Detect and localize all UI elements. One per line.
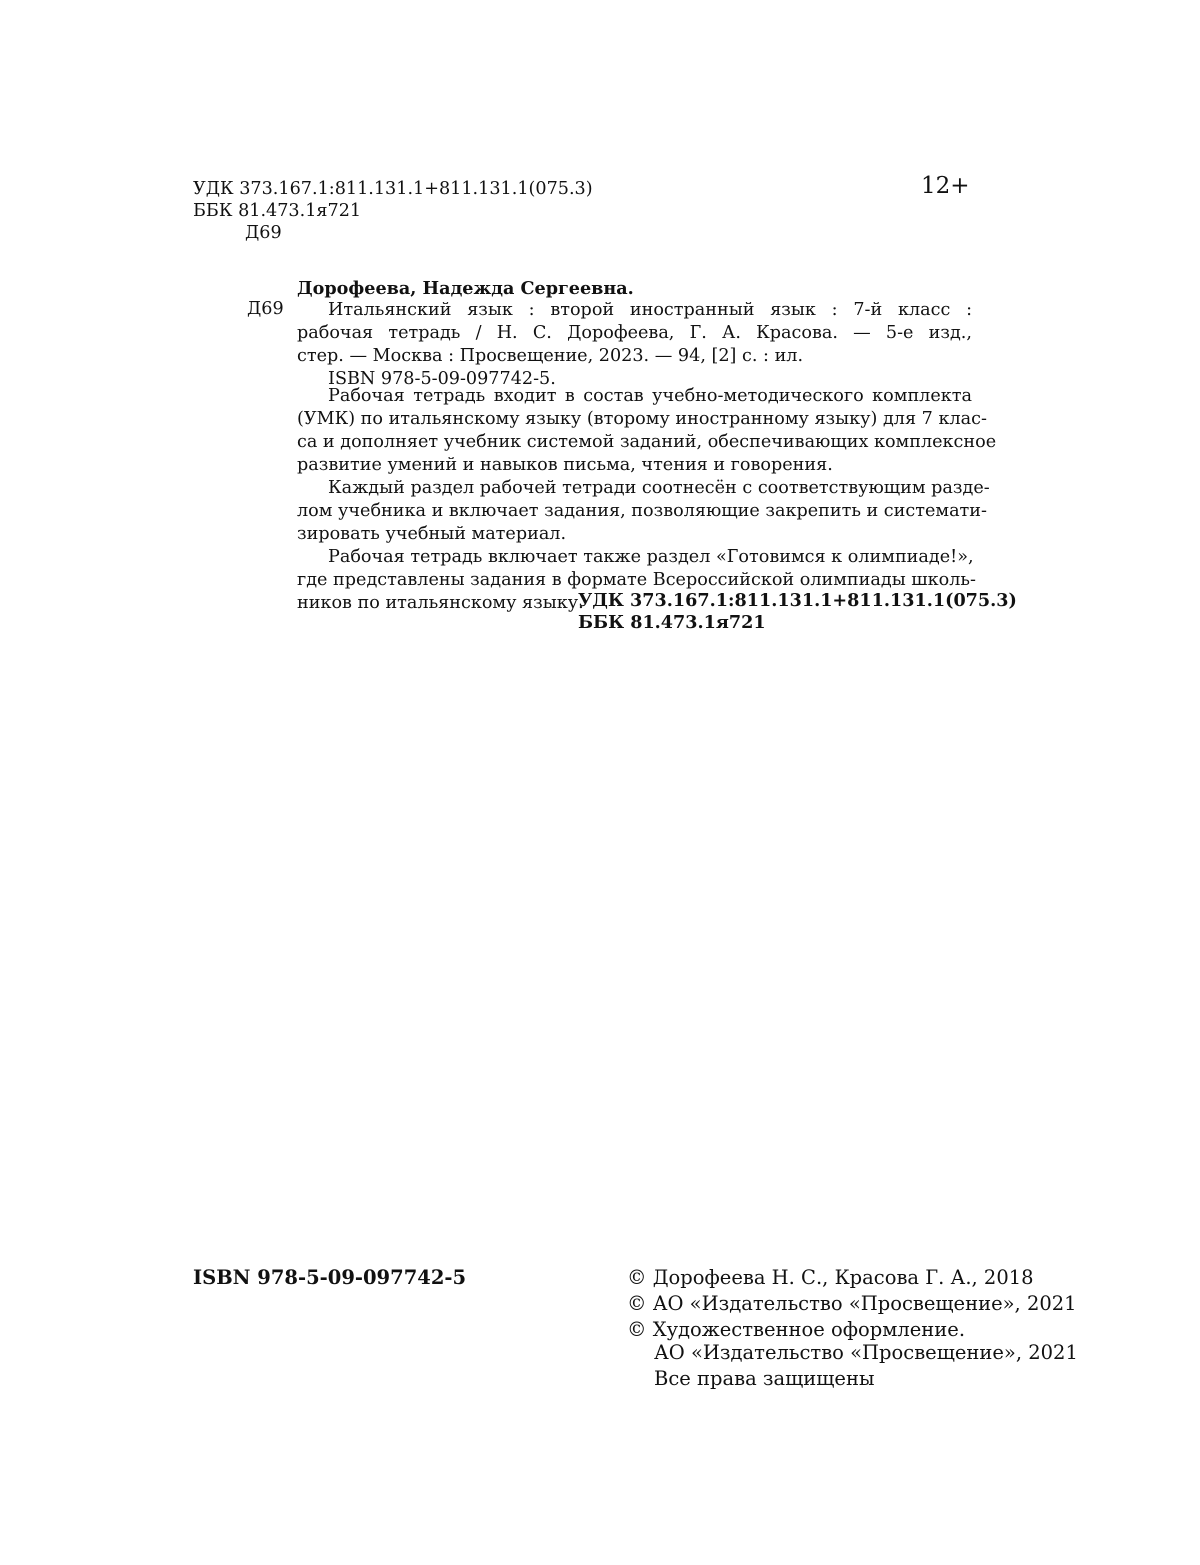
abstract-line: Каждый раздел рабочей тетради соотнесён с соответствующим разде- bbox=[328, 478, 990, 498]
copyright-line: © АО «Издательство «Просвещение», 2021 bbox=[627, 1292, 1077, 1315]
abstract-line: Рабочая тетрадь включает также раздел «Готовимся к олимпиаде!», bbox=[328, 547, 974, 567]
record-bbk-bold: ББК 81.473.1я721 bbox=[578, 612, 766, 633]
copyright-line: © Художественное оформление. bbox=[627, 1318, 966, 1341]
abstract-line: Рабочая тетрадь входит в состав учебно-методического комплекта bbox=[328, 386, 972, 406]
record-title-line: Итальянский язык : второй иностранный язык : 7-й класс : bbox=[328, 300, 972, 320]
abstract-line: (УМК) по итальянскому языку (второму иностранному языку) для 7 клас- bbox=[297, 409, 987, 429]
bbk-code: ББК 81.473.1я721 bbox=[193, 201, 362, 221]
age-rating: 12+ bbox=[921, 173, 970, 199]
abstract-line: зировать учебный материал. bbox=[297, 524, 567, 544]
rights-reserved: Все права защищены bbox=[654, 1367, 875, 1390]
record-author: Дорофеева, Надежда Сергеевна. bbox=[297, 278, 634, 299]
record-author-mark: Д69 bbox=[247, 299, 284, 319]
udk-code: УДК 373.167.1:811.131.1+811.131.1(075.3) bbox=[193, 179, 593, 199]
record-isbn: ISBN 978-5-09-097742-5. bbox=[328, 369, 556, 389]
abstract-line: са и дополняет учебник системой заданий, обеспечивающих комплексное bbox=[297, 432, 997, 452]
record-udk-bold: УДК 373.167.1:811.131.1+811.131.1(075.3) bbox=[578, 590, 1017, 611]
abstract-line: ников по итальянскому языку. bbox=[297, 593, 584, 613]
abstract-block bbox=[297, 385, 997, 615]
record-title-line: рабочая тетрадь / Н. С. Дорофеева, Г. А. Красова. — 5-е изд., bbox=[297, 323, 972, 343]
author-mark: Д69 bbox=[245, 223, 282, 243]
footer-isbn: ISBN 978-5-09-097742-5 bbox=[193, 1266, 467, 1289]
copyright-line: © Дорофеева Н. С., Красова Г. А., 2018 bbox=[627, 1266, 1034, 1289]
record-title-block bbox=[297, 299, 972, 391]
record-title-line: стер. — Москва : Просвещение, 2023. — 94, [2] с. : ил. bbox=[297, 346, 804, 366]
copyright-line: АО «Издательство «Просвещение», 2021 bbox=[654, 1341, 1078, 1364]
abstract-line: где представлены задания в формате Всероссийской олимпиады школь- bbox=[297, 570, 976, 590]
abstract-line: лом учебника и включает задания, позволяющие закрепить и системати- bbox=[297, 501, 987, 521]
abstract-line: развитие умений и навыков письма, чтения и говорения. bbox=[297, 455, 833, 475]
